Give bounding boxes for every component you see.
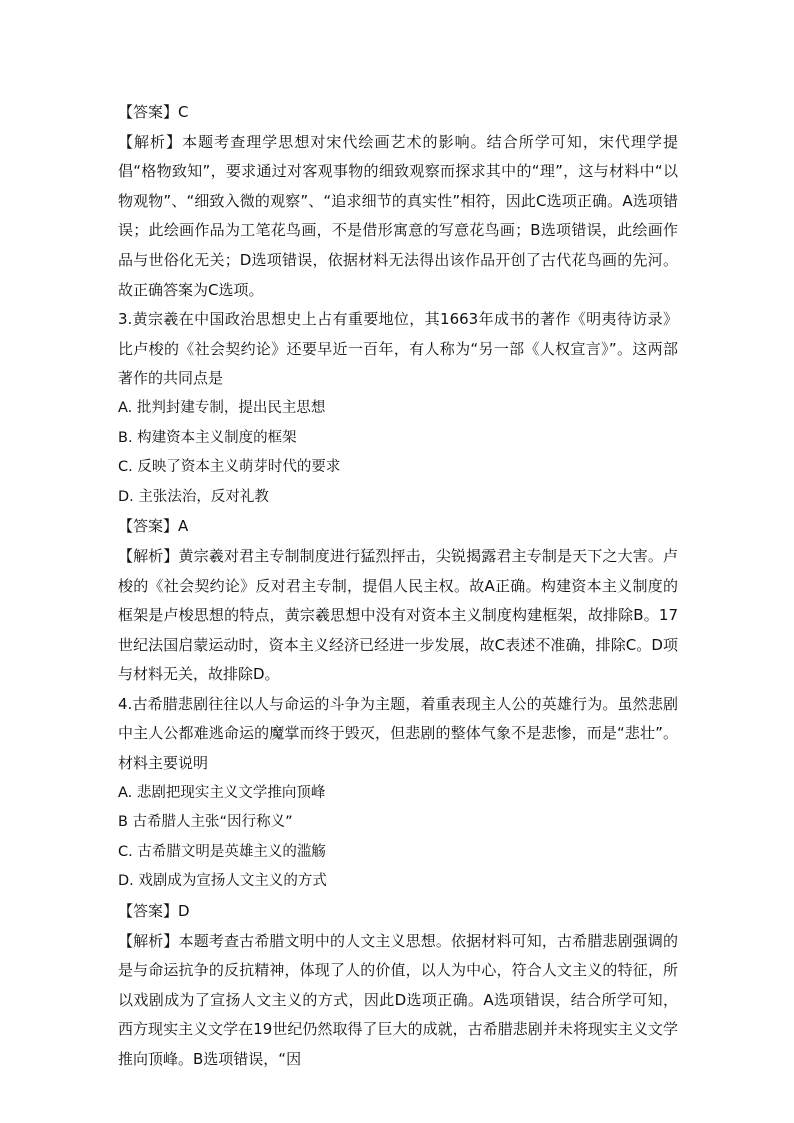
- q4-analysis: 【解析】本题考查古希腊文明中的人文主义思想。依据材料可知，古希腊悲剧强调的是与命运抗争的反抗精神，体现了人的价值，以人为中心，符合人文主义的特征，所以戏剧成为了宣扬人文主义的方式，因此D选项正确。A选项错误，结合所学可知，西方现实主义文学在19世纪仍然取得了巨大的成就，古希腊悲剧并未将现实主义文学推向顶峰。B选项错误，“因: [118, 931, 678, 1068]
- q4-option-a: A. 悲剧把现实主义文学推向顶峰: [118, 784, 326, 801]
- q2-analysis: 【解析】本题考查理学思想对宋代绘画艺术的影响。结合所学可知，宋代理学提倡“格物致知”，要求通过对客观事物的细致观察而探求其中的“理”，这与材料中“以物观物”、“细致入微的观察”、“追求细节的真实性”相符，因此C选项正确。A选项错误；此绘画作品为工笔花鸟画，不是借形寓意的写意花鸟画；B选项错误，此绘画作品与世俗化无关；D选项错误，依据材料无法得出该作品开创了古代花鸟画的先河。故正确答案为C选项。: [118, 132, 678, 299]
- q3-option-c: C. 反映了资本主义萌芽时代的要求: [118, 459, 341, 476]
- q4-stem: 4.古希腊悲剧往往以人与命运的斗争为主题，着重表现主人公的英雄行为。虽然悲剧中主人公都难逃命运的魔掌而终于毁灭，但悲剧的整体气象不是悲惨，而是“悲壮”。材料主要说明: [118, 694, 678, 773]
- q3-option-b: B. 构建资本主义制度的框架: [118, 429, 297, 446]
- q3-answer: 【答案】A: [118, 517, 189, 536]
- q3-analysis: 【解析】黄宗羲对君主专制制度进行猛烈抨击，尖锐揭露君主专制是天下之大害。卢梭的《社会契约论》反对君主专制，提倡人民主权。故A正确。构建资本主义制度的框架是卢梭思想的特点，黄宗羲思想中没有对资本主义制度构建框架，故排除B。17世纪法国启蒙运动时，资本主义经济已经进一步发展，故C表述不准确，排除C。D项与材料无关，故排除D。: [118, 546, 678, 684]
- q4-option-b: B 古希腊人主张“因行称义”: [118, 814, 293, 831]
- page-content: [118, 98, 678, 1075]
- q4-option-c: C. 古希腊文明是英雄主义的滥觞: [118, 843, 326, 860]
- q3-stem: 3.黄宗羲在中国政治思想史上占有重要地位，其1663年成书的著作《明夷待访录》比卢梭的《社会契约论》还要早近一百年，有人称为“另一部《人权宣言》”。这两部著作的共同点是: [118, 310, 678, 388]
- q4-answer: 【答案】D: [118, 902, 190, 921]
- q4-option-d: D. 戏剧成为宣扬人文主义的方式: [118, 873, 327, 890]
- q2-answer: 【答案】C: [118, 103, 189, 121]
- q3-option-d: D. 主张法治，反对礼教: [118, 488, 269, 505]
- q3-option-a: A. 批判封建专制，提出民主思想: [118, 399, 326, 416]
